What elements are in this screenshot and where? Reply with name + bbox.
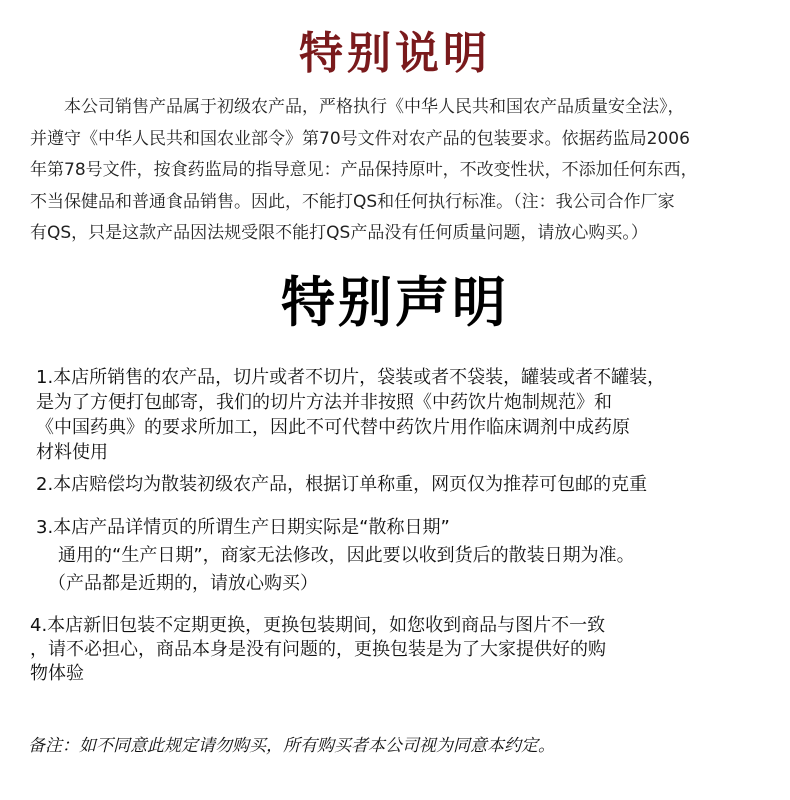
statement-line: 是为了方便打包邮寄，我们的切片方法并非按照《中药饮片炮制规范》和 <box>36 392 612 413</box>
company-notice <box>30 92 770 250</box>
statement-item-2 <box>36 472 781 497</box>
statement-title: 特别声明 <box>281 271 509 334</box>
statement-line: 2.本店赔偿均为散装初级农产品，根据订单称重，网页仅为推荐可包邮的克重 <box>36 474 648 495</box>
statement-line: ，请不必担心，商品本身是没有问题的，更换包装是为了大家提供好的购 <box>30 639 606 660</box>
statement-line: 《中国药典》的要求所加工，因此不可代替中药饮片用作临床调剂中成药原 <box>36 417 630 438</box>
statement-line: （产品都是近期的，请放心购买） <box>48 573 318 594</box>
notice-line: 年第78号文件，按食药监局的指导意见：产品保持原叶，不改变性状，不添加任何东西， <box>30 160 698 180</box>
statement-line: 通用的“生产日期”，商家无法修改，因此要以收到货后的散装日期为准。 <box>58 545 635 566</box>
page-title: 特别说明 <box>299 28 491 79</box>
notice-line: 并遵守《中华人民共和国农业部令》第70号文件对农产品的包装要求。依据药监局2006 <box>30 128 690 149</box>
remark-note: 备注：如不同意此规定请勿购买，所有购买者本公司视为同意本约定。 <box>28 736 555 756</box>
statement-line: 材料使用 <box>36 442 108 463</box>
statement-line: 4.本店新旧包装不定期更换，更换包装期间，如您收到商品与图片不一致 <box>30 615 606 636</box>
statement-line: 3.本店产品详情页的所谓生产日期实际是“散称日期” <box>36 517 450 538</box>
notice-line: 有QS，只是这款产品因法规受限不能打QS产品没有任何质量问题，请放心购买。） <box>30 223 648 243</box>
notice-line: 不当保健品和普通食品销售。因此，不能打QS和任何执行标准。（注：我公司合作厂家 <box>30 191 675 212</box>
statement-line: 1.本店所销售的农产品，切片或者不切片，袋装或者不袋装，罐装或者不罐装， <box>36 367 666 388</box>
notice-line: 本公司销售产品属于初级农产品，严格执行《中华人民共和国农产品质量安全法》， <box>64 97 685 117</box>
statement-item-3 <box>36 514 781 598</box>
statement-item-1 <box>36 365 781 465</box>
statement-item-4 <box>30 614 775 686</box>
statement-line: 物体验 <box>30 663 84 684</box>
